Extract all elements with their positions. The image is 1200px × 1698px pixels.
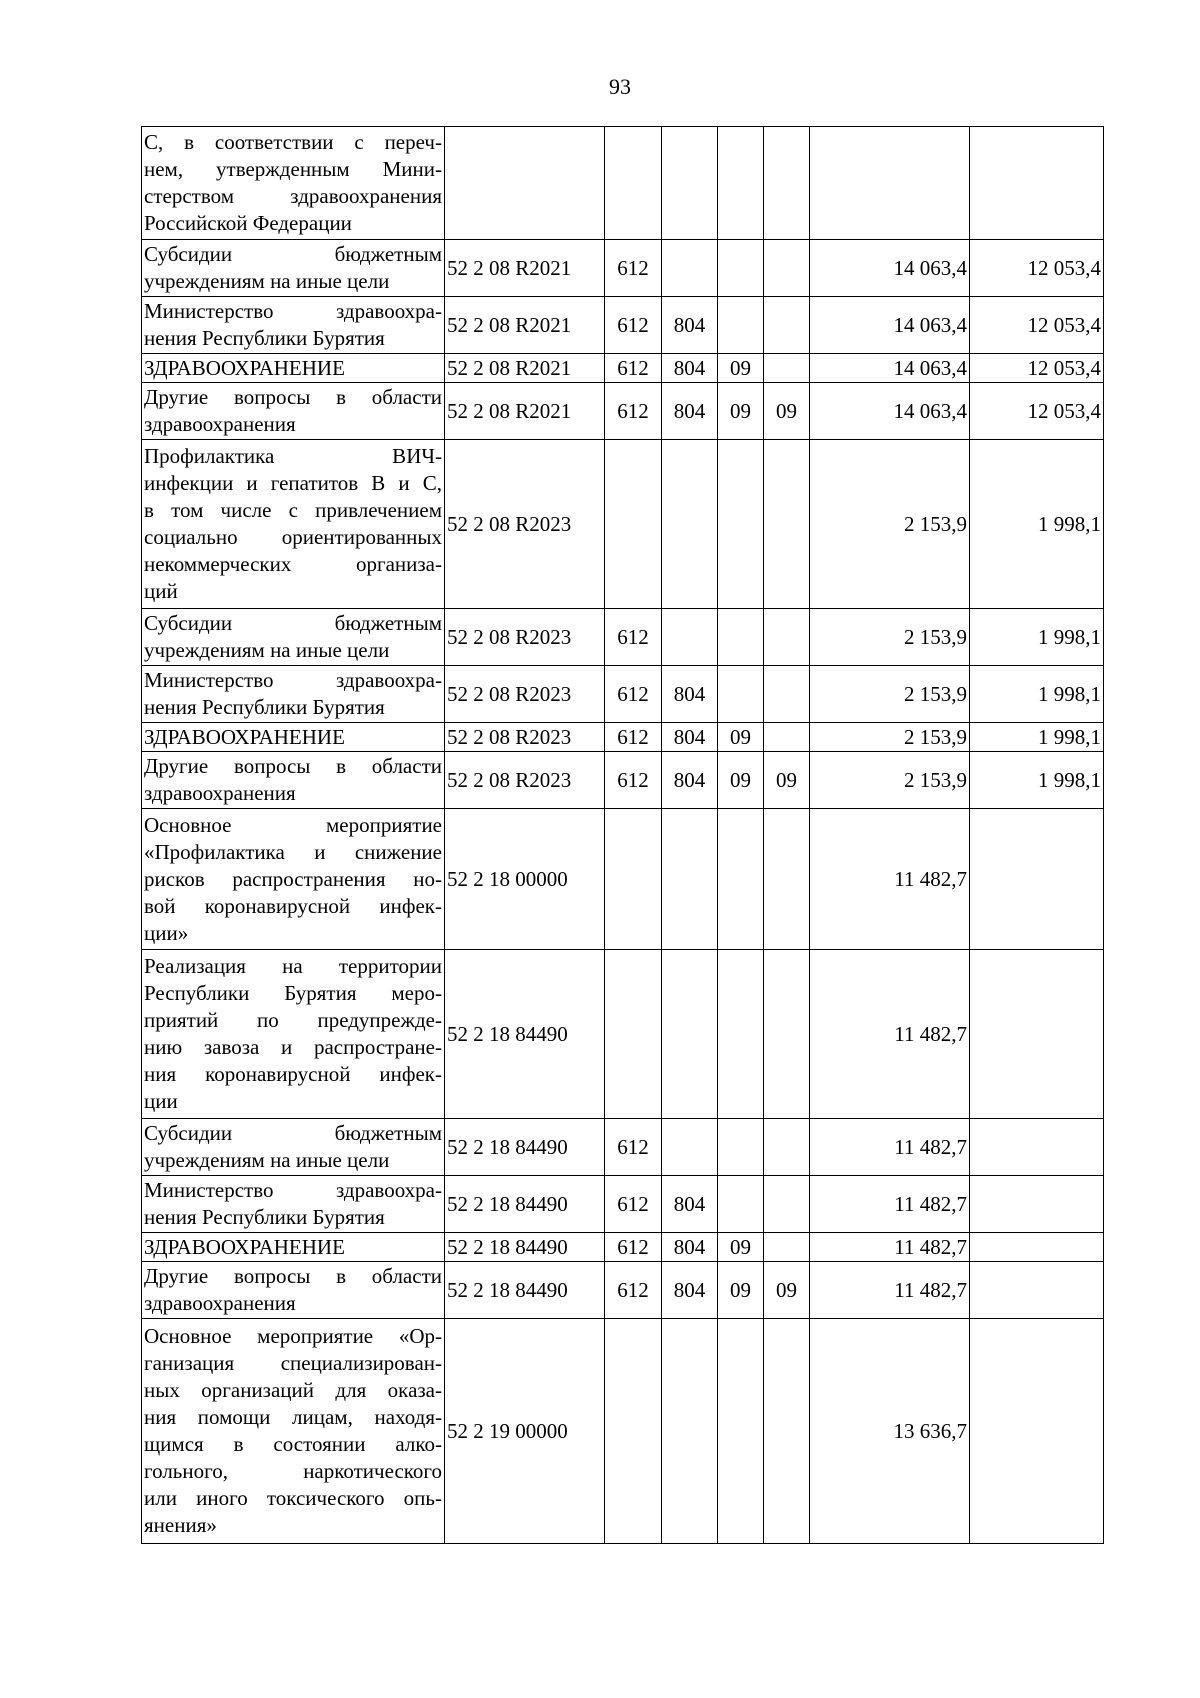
table-row xyxy=(142,383,1104,440)
row-name-cell: Профилактика ВИЧ- инфекции и гепатитов В и С, в том числе с привлечением социально ориентированных некоммерческих организа- ций xyxy=(142,440,445,609)
section-cell: 09 xyxy=(718,354,764,383)
chief-manager-cell xyxy=(662,1319,718,1544)
table-row xyxy=(142,240,1104,297)
target-article-cell: 52 2 18 00000 xyxy=(445,809,605,950)
budget-table xyxy=(141,126,1104,1544)
amount-year2-cell xyxy=(970,1262,1104,1319)
section-cell: 09 xyxy=(718,723,764,752)
row-name-cell: Реализация на территории Республики Бурятия меро- приятий по предупрежде- нию завоза и распростране- ния коронавирусной инфек- ции xyxy=(142,950,445,1119)
target-article-cell: 52 2 08 R2021 xyxy=(445,383,605,440)
section-cell: 09 xyxy=(718,383,764,440)
table-row xyxy=(142,609,1104,666)
target-article-cell: 52 2 08 R2023 xyxy=(445,752,605,809)
table-row xyxy=(142,1233,1104,1262)
amount-year1-cell: 14 063,4 xyxy=(810,297,970,354)
section-cell xyxy=(718,1119,764,1176)
amount-year2-cell: 1 998,1 xyxy=(970,723,1104,752)
row-name-cell: Другие вопросы в области здравоохранения xyxy=(142,1262,445,1319)
page-number: 93 xyxy=(609,74,631,99)
amount-year2-cell: 1 998,1 xyxy=(970,752,1104,809)
chief-manager-cell: 804 xyxy=(662,752,718,809)
target-article-cell: 52 2 18 84490 xyxy=(445,950,605,1119)
section-cell xyxy=(718,609,764,666)
subsection-cell xyxy=(764,440,810,609)
chief-manager-cell: 804 xyxy=(662,297,718,354)
chief-manager-cell xyxy=(662,809,718,950)
expense-type-cell: 612 xyxy=(605,609,662,666)
amount-year2-cell xyxy=(970,1176,1104,1233)
amount-year1-cell: 13 636,7 xyxy=(810,1319,970,1544)
table-row xyxy=(142,1262,1104,1319)
chief-manager-cell xyxy=(662,609,718,666)
section-cell: 09 xyxy=(718,1262,764,1319)
subsection-cell xyxy=(764,666,810,723)
target-article-cell xyxy=(445,127,605,240)
target-article-cell: 52 2 18 84490 xyxy=(445,1119,605,1176)
amount-year2-cell: 12 053,4 xyxy=(970,354,1104,383)
table-row xyxy=(142,1119,1104,1176)
expense-type-cell: 612 xyxy=(605,723,662,752)
row-name-cell: Министерство здравоохра- нения Республики Бурятия xyxy=(142,1176,445,1233)
target-article-cell: 52 2 18 84490 xyxy=(445,1233,605,1262)
target-article-cell: 52 2 18 84490 xyxy=(445,1262,605,1319)
target-article-cell: 52 2 08 R2021 xyxy=(445,354,605,383)
target-article-cell: 52 2 08 R2023 xyxy=(445,609,605,666)
row-name-cell: Субсидии бюджетным учреждениям на иные цели xyxy=(142,240,445,297)
subsection-cell xyxy=(764,1176,810,1233)
chief-manager-cell xyxy=(662,950,718,1119)
subsection-cell: 09 xyxy=(764,1262,810,1319)
amount-year2-cell: 1 998,1 xyxy=(970,440,1104,609)
amount-year1-cell: 2 153,9 xyxy=(810,752,970,809)
amount-year1-cell: 11 482,7 xyxy=(810,809,970,950)
section-cell: 09 xyxy=(718,752,764,809)
section-cell xyxy=(718,809,764,950)
section-cell xyxy=(718,240,764,297)
amount-year2-cell: 12 053,4 xyxy=(970,383,1104,440)
chief-manager-cell: 804 xyxy=(662,1262,718,1319)
subsection-cell xyxy=(764,240,810,297)
expense-type-cell xyxy=(605,950,662,1119)
chief-manager-cell: 804 xyxy=(662,1176,718,1233)
subsection-cell xyxy=(764,1119,810,1176)
table-row xyxy=(142,1176,1104,1233)
amount-year2-cell: 12 053,4 xyxy=(970,240,1104,297)
target-article-cell: 52 2 08 R2023 xyxy=(445,723,605,752)
table-row xyxy=(142,666,1104,723)
section-cell xyxy=(718,1319,764,1544)
expense-type-cell xyxy=(605,440,662,609)
row-name-cell: Министерство здравоохра- нения Республики Бурятия xyxy=(142,666,445,723)
amount-year1-cell: 2 153,9 xyxy=(810,666,970,723)
target-article-cell: 52 2 08 R2021 xyxy=(445,297,605,354)
table-row xyxy=(142,354,1104,383)
expense-type-cell: 612 xyxy=(605,240,662,297)
amount-year2-cell: 1 998,1 xyxy=(970,609,1104,666)
subsection-cell xyxy=(764,127,810,240)
target-article-cell: 52 2 08 R2023 xyxy=(445,440,605,609)
row-name-cell: ЗДРАВООХРАНЕНИЕ xyxy=(142,1233,445,1262)
amount-year1-cell: 11 482,7 xyxy=(810,1119,970,1176)
amount-year2-cell xyxy=(970,1119,1104,1176)
section-cell xyxy=(718,127,764,240)
row-name-cell: ЗДРАВООХРАНЕНИЕ xyxy=(142,354,445,383)
target-article-cell: 52 2 08 R2023 xyxy=(445,666,605,723)
amount-year1-cell: 11 482,7 xyxy=(810,950,970,1119)
table-row xyxy=(142,1319,1104,1544)
section-cell xyxy=(718,297,764,354)
amount-year1-cell: 11 482,7 xyxy=(810,1176,970,1233)
expense-type-cell: 612 xyxy=(605,383,662,440)
expense-type-cell: 612 xyxy=(605,752,662,809)
subsection-cell xyxy=(764,809,810,950)
target-article-cell: 52 2 18 84490 xyxy=(445,1176,605,1233)
amount-year1-cell: 11 482,7 xyxy=(810,1262,970,1319)
amount-year2-cell xyxy=(970,1233,1104,1262)
table-row xyxy=(142,723,1104,752)
row-name-cell: ЗДРАВООХРАНЕНИЕ xyxy=(142,723,445,752)
amount-year1-cell: 2 153,9 xyxy=(810,609,970,666)
subsection-cell xyxy=(764,1233,810,1262)
expense-type-cell xyxy=(605,1319,662,1544)
subsection-cell: 09 xyxy=(764,383,810,440)
amount-year1-cell: 2 153,9 xyxy=(810,440,970,609)
table-row xyxy=(142,440,1104,609)
amount-year1-cell: 14 063,4 xyxy=(810,354,970,383)
amount-year1-cell: 14 063,4 xyxy=(810,240,970,297)
expense-type-cell: 612 xyxy=(605,297,662,354)
chief-manager-cell xyxy=(662,1119,718,1176)
chief-manager-cell: 804 xyxy=(662,723,718,752)
amount-year1-cell: 11 482,7 xyxy=(810,1233,970,1262)
chief-manager-cell xyxy=(662,440,718,609)
subsection-cell: 09 xyxy=(764,752,810,809)
row-name-cell: Министерство здравоохра- нения Республики Бурятия xyxy=(142,297,445,354)
amount-year1-cell: 2 153,9 xyxy=(810,723,970,752)
expense-type-cell: 612 xyxy=(605,1176,662,1233)
chief-manager-cell xyxy=(662,240,718,297)
chief-manager-cell: 804 xyxy=(662,666,718,723)
expense-type-cell: 612 xyxy=(605,666,662,723)
subsection-cell xyxy=(764,723,810,752)
chief-manager-cell: 804 xyxy=(662,354,718,383)
amount-year2-cell xyxy=(970,127,1104,240)
row-name-cell: Другие вопросы в области здравоохранения xyxy=(142,383,445,440)
subsection-cell xyxy=(764,609,810,666)
row-name-cell: Другие вопросы в области здравоохранения xyxy=(142,752,445,809)
table-row xyxy=(142,297,1104,354)
section-cell xyxy=(718,950,764,1119)
amount-year2-cell: 1 998,1 xyxy=(970,666,1104,723)
chief-manager-cell: 804 xyxy=(662,383,718,440)
amount-year2-cell xyxy=(970,809,1104,950)
table-row xyxy=(142,127,1104,240)
chief-manager-cell xyxy=(662,127,718,240)
expense-type-cell: 612 xyxy=(605,1262,662,1319)
amount-year2-cell xyxy=(970,1319,1104,1544)
amount-year1-cell: 14 063,4 xyxy=(810,383,970,440)
subsection-cell xyxy=(764,297,810,354)
subsection-cell xyxy=(764,950,810,1119)
target-article-cell: 52 2 08 R2021 xyxy=(445,240,605,297)
table-row xyxy=(142,752,1104,809)
expense-type-cell xyxy=(605,809,662,950)
section-cell xyxy=(718,666,764,723)
row-name-cell: Основное мероприятие «Ор- ганизация специализирован- ных организаций для оказа- ния помощи лицам, находя- щимся в состоянии алко- гольного, наркотического или иного токсического опь- янения» xyxy=(142,1319,445,1544)
target-article-cell: 52 2 19 00000 xyxy=(445,1319,605,1544)
section-cell xyxy=(718,440,764,609)
amount-year2-cell xyxy=(970,950,1104,1119)
expense-type-cell: 612 xyxy=(605,1119,662,1176)
subsection-cell xyxy=(764,1319,810,1544)
row-name-cell: Субсидии бюджетным учреждениям на иные цели xyxy=(142,609,445,666)
amount-year1-cell xyxy=(810,127,970,240)
expense-type-cell: 612 xyxy=(605,1233,662,1262)
row-name-cell: Субсидии бюджетным учреждениям на иные цели xyxy=(142,1119,445,1176)
expense-type-cell xyxy=(605,127,662,240)
table-row xyxy=(142,950,1104,1119)
section-cell xyxy=(718,1176,764,1233)
subsection-cell xyxy=(764,354,810,383)
expense-type-cell: 612 xyxy=(605,354,662,383)
row-name-cell: С, в соответствии с переч- нем, утвержденным Мини- стерством здравоохранения Российской Федерации xyxy=(142,127,445,240)
table-row xyxy=(142,809,1104,950)
amount-year2-cell: 12 053,4 xyxy=(970,297,1104,354)
table-body xyxy=(142,127,1104,1544)
row-name-cell: Основное мероприятие «Профилактика и снижение рисков распространения но- вой коронавирусной инфек- ции» xyxy=(142,809,445,950)
chief-manager-cell: 804 xyxy=(662,1233,718,1262)
section-cell: 09 xyxy=(718,1233,764,1262)
